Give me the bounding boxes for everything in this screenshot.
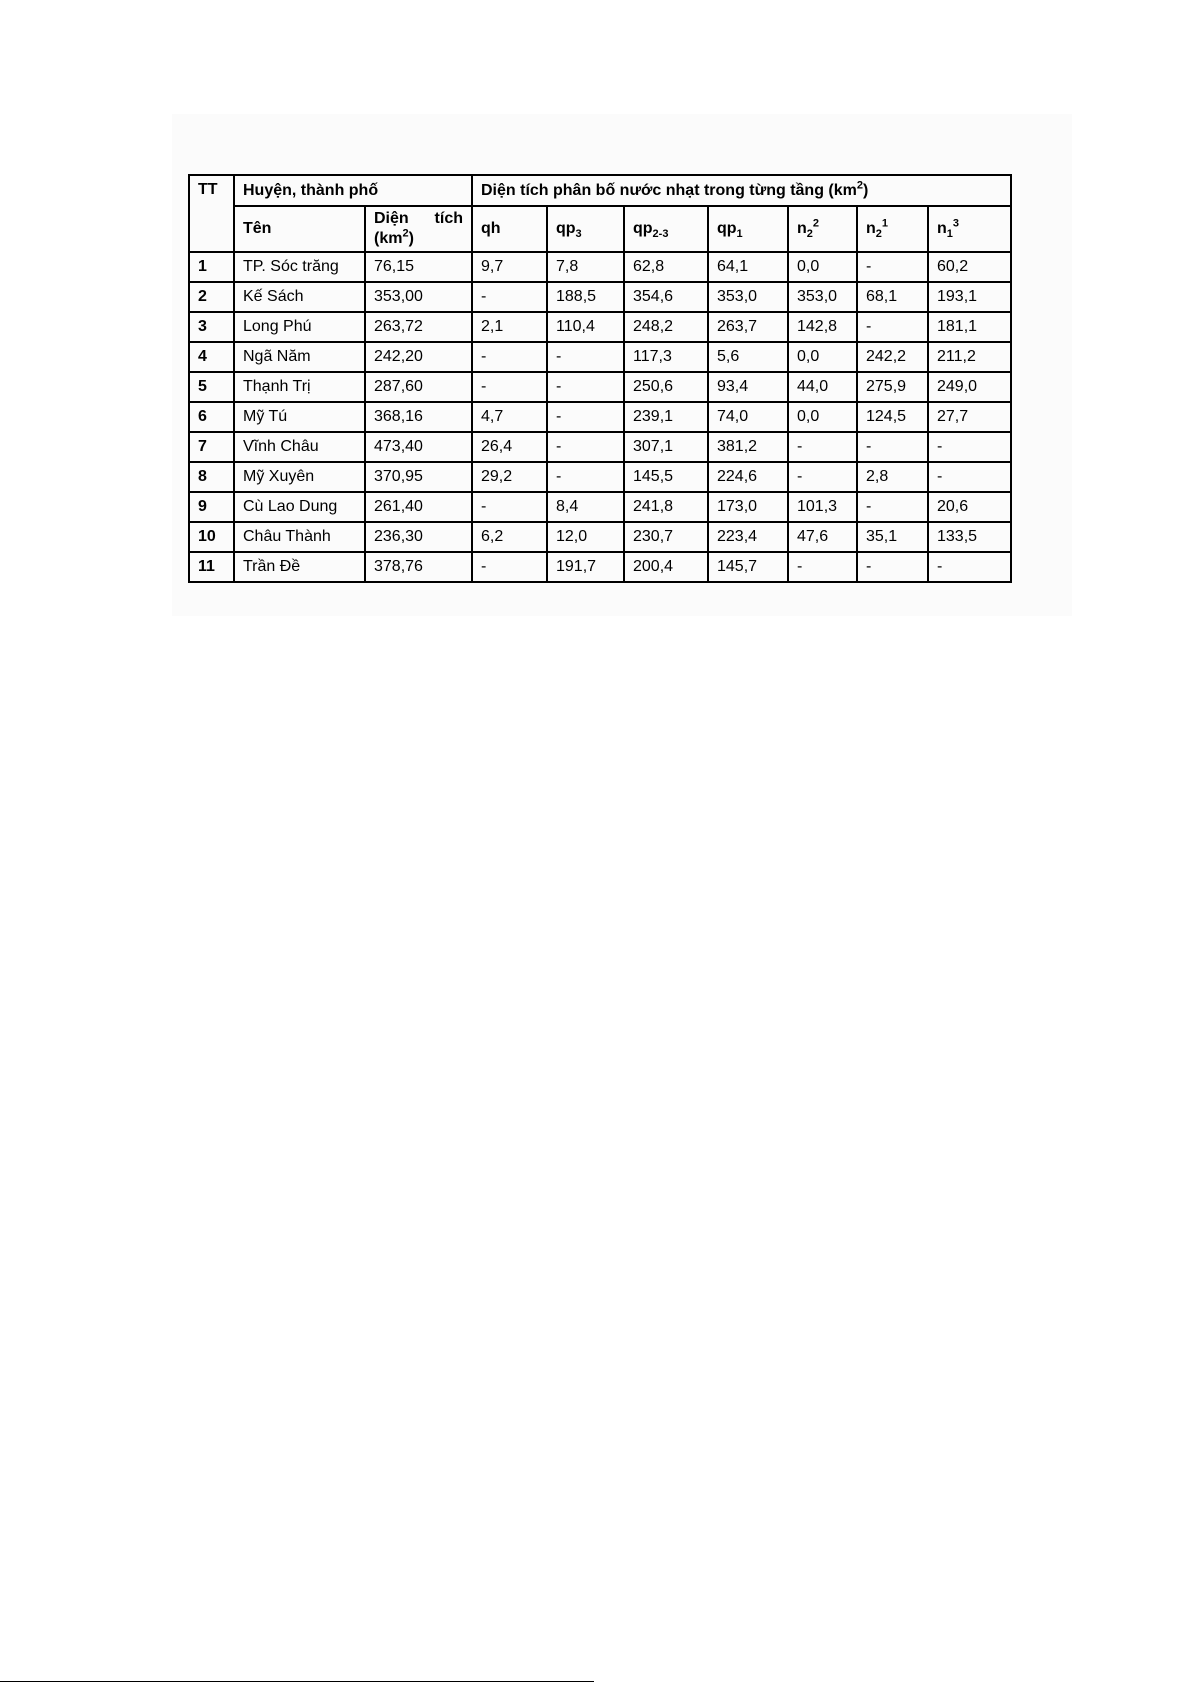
- district-name: Thạnh Trị: [234, 372, 365, 402]
- header-layer-qp2-3: $qp_{2-3}$: [624, 206, 708, 252]
- layer-area-cell: -: [547, 462, 624, 492]
- layer-area-cell: 74,0: [708, 402, 788, 432]
- table-row: [189, 432, 1011, 462]
- layer-area-cell: 124,5: [857, 402, 928, 432]
- layer-area-cell: -: [928, 432, 1011, 462]
- layer-area-cell: 9,7: [472, 252, 547, 282]
- layer-area-cell: -: [472, 552, 547, 582]
- layer-area-cell: 230,7: [624, 522, 708, 552]
- row-index: 11: [189, 552, 234, 582]
- table-row: [189, 252, 1011, 282]
- layer-area-cell: 0,0: [788, 402, 857, 432]
- layer-area-cell: 27,7: [928, 402, 1011, 432]
- layer-area-cell: -: [928, 462, 1011, 492]
- layer-area-cell: -: [547, 372, 624, 402]
- layer-area-cell: 110,4: [547, 312, 624, 342]
- layer-area-cell: 250,6: [624, 372, 708, 402]
- header-tt: TT: [189, 175, 234, 252]
- district-name: TP. Sóc trăng: [234, 252, 365, 282]
- district-area: 378,76: [365, 552, 472, 582]
- layer-area-cell: 35,1: [857, 522, 928, 552]
- row-index: 6: [189, 402, 234, 432]
- layer-area-cell: 145,7: [708, 552, 788, 582]
- district-name: Vĩnh Châu: [234, 432, 365, 462]
- layer-area-cell: 191,7: [547, 552, 624, 582]
- table-row: [189, 492, 1011, 522]
- layer-area-cell: -: [857, 312, 928, 342]
- layer-area-cell: -: [788, 462, 857, 492]
- layer-area-cell: 173,0: [708, 492, 788, 522]
- layer-area-cell: -: [857, 492, 928, 522]
- layer-area-cell: 181,1: [928, 312, 1011, 342]
- layer-area-cell: -: [857, 252, 928, 282]
- layer-area-cell: 249,0: [928, 372, 1011, 402]
- layer-area-cell: -: [547, 402, 624, 432]
- district-name: Mỹ Xuyên: [234, 462, 365, 492]
- layer-area-cell: 26,4: [472, 432, 547, 462]
- district-name: Kế Sách: [234, 282, 365, 312]
- row-index: 1: [189, 252, 234, 282]
- layer-area-cell: -: [547, 342, 624, 372]
- layer-area-cell: 307,1: [624, 432, 708, 462]
- layer-area-cell: -: [788, 432, 857, 462]
- layer-area-cell: 2,8: [857, 462, 928, 492]
- layer-area-cell: 188,5: [547, 282, 624, 312]
- layer-area-cell: 7,8: [547, 252, 624, 282]
- header-row-2: [189, 206, 1011, 252]
- layer-area-cell: 2,1: [472, 312, 547, 342]
- layer-area-cell: 142,8: [788, 312, 857, 342]
- table-row: [189, 552, 1011, 582]
- row-index: 4: [189, 342, 234, 372]
- district-area: 263,72: [365, 312, 472, 342]
- row-index: 2: [189, 282, 234, 312]
- row-index: 10: [189, 522, 234, 552]
- header-row-1: [189, 175, 1011, 206]
- layer-area-cell: 8,4: [547, 492, 624, 522]
- table-row: [189, 522, 1011, 552]
- layer-area-cell: 353,0: [708, 282, 788, 312]
- table-row: [189, 312, 1011, 342]
- layer-area-cell: 101,3: [788, 492, 857, 522]
- layer-area-cell: 47,6: [788, 522, 857, 552]
- layer-area-cell: 263,7: [708, 312, 788, 342]
- layer-area-cell: 93,4: [708, 372, 788, 402]
- layer-area-cell: 193,1: [928, 282, 1011, 312]
- table-row: [189, 402, 1011, 432]
- layer-area-cell: 6,2: [472, 522, 547, 552]
- layer-area-cell: 211,2: [928, 342, 1011, 372]
- layer-area-cell: -: [472, 342, 547, 372]
- layer-area-cell: -: [472, 372, 547, 402]
- layer-area-cell: 4,7: [472, 402, 547, 432]
- layer-area-cell: -: [472, 492, 547, 522]
- district-name: Ngã Năm: [234, 342, 365, 372]
- header-layer-qp3: $qp_3$: [547, 206, 624, 252]
- header-layer-n13: $n_1^3$: [928, 206, 1011, 252]
- district-area: 368,16: [365, 402, 472, 432]
- header-layer-qp1: $qp_1$: [708, 206, 788, 252]
- district-area: 473,40: [365, 432, 472, 462]
- layer-area-cell: 62,8: [624, 252, 708, 282]
- layer-area-cell: 241,8: [624, 492, 708, 522]
- freshwater-distribution-table: [188, 174, 1012, 583]
- layer-area-cell: 0,0: [788, 252, 857, 282]
- layer-area-cell: 381,2: [708, 432, 788, 462]
- district-area: 370,95: [365, 462, 472, 492]
- header-layer-n21: $n_2^1$: [857, 206, 928, 252]
- header-name: Tên: [234, 206, 365, 252]
- layer-area-cell: 5,6: [708, 342, 788, 372]
- row-index: 7: [189, 432, 234, 462]
- district-area: 353,00: [365, 282, 472, 312]
- layer-area-cell: 239,1: [624, 402, 708, 432]
- layer-area-cell: 248,2: [624, 312, 708, 342]
- district-name: Cù Lao Dung: [234, 492, 365, 522]
- layer-area-cell: 68,1: [857, 282, 928, 312]
- layer-area-cell: 29,2: [472, 462, 547, 492]
- layer-area-cell: 60,2: [928, 252, 1011, 282]
- layer-area-cell: -: [547, 432, 624, 462]
- district-area: 236,30: [365, 522, 472, 552]
- row-index: 8: [189, 462, 234, 492]
- header-district: Huyện, thành phố: [234, 175, 472, 206]
- layer-area-cell: 12,0: [547, 522, 624, 552]
- district-area: 76,15: [365, 252, 472, 282]
- row-index: 5: [189, 372, 234, 402]
- layer-area-cell: -: [857, 552, 928, 582]
- district-area: 287,60: [365, 372, 472, 402]
- layer-area-cell: 353,0: [788, 282, 857, 312]
- layer-area-cell: -: [857, 432, 928, 462]
- layer-area-cell: 145,5: [624, 462, 708, 492]
- layer-area-cell: 223,4: [708, 522, 788, 552]
- layer-area-cell: 64,1: [708, 252, 788, 282]
- table-row: [189, 372, 1011, 402]
- table-row: [189, 282, 1011, 312]
- district-name: Long Phú: [234, 312, 365, 342]
- layer-area-cell: -: [788, 552, 857, 582]
- layer-area-cell: 200,4: [624, 552, 708, 582]
- header-layer-n22: $n_2^2$: [788, 206, 857, 252]
- table-row: [189, 342, 1011, 372]
- layer-area-cell: 117,3: [624, 342, 708, 372]
- layer-area-cell: 242,2: [857, 342, 928, 372]
- district-name: Châu Thành: [234, 522, 365, 552]
- district-area: 261,40: [365, 492, 472, 522]
- layer-area-cell: 44,0: [788, 372, 857, 402]
- footnote-divider: [0, 1681, 594, 1682]
- layer-area-cell: 0,0: [788, 342, 857, 372]
- district-name: Mỹ Tú: [234, 402, 365, 432]
- layer-area-cell: 20,6: [928, 492, 1011, 522]
- district-name: Trần Đề: [234, 552, 365, 582]
- layer-area-cell: 275,9: [857, 372, 928, 402]
- layer-area-cell: 224,6: [708, 462, 788, 492]
- layer-area-cell: 133,5: [928, 522, 1011, 552]
- header-distribution: Diện tích phân bố nước nhạt trong từng tầng $(km^2)$: [472, 175, 1011, 206]
- row-index: 9: [189, 492, 234, 522]
- table-row: [189, 462, 1011, 492]
- district-area: 242,20: [365, 342, 472, 372]
- layer-area-cell: 354,6: [624, 282, 708, 312]
- layer-area-cell: -: [472, 282, 547, 312]
- row-index: 3: [189, 312, 234, 342]
- header-area: Diện tích $(km^2)$: [365, 206, 472, 252]
- header-layer-qh: qh: [472, 206, 547, 252]
- layer-area-cell: -: [928, 552, 1011, 582]
